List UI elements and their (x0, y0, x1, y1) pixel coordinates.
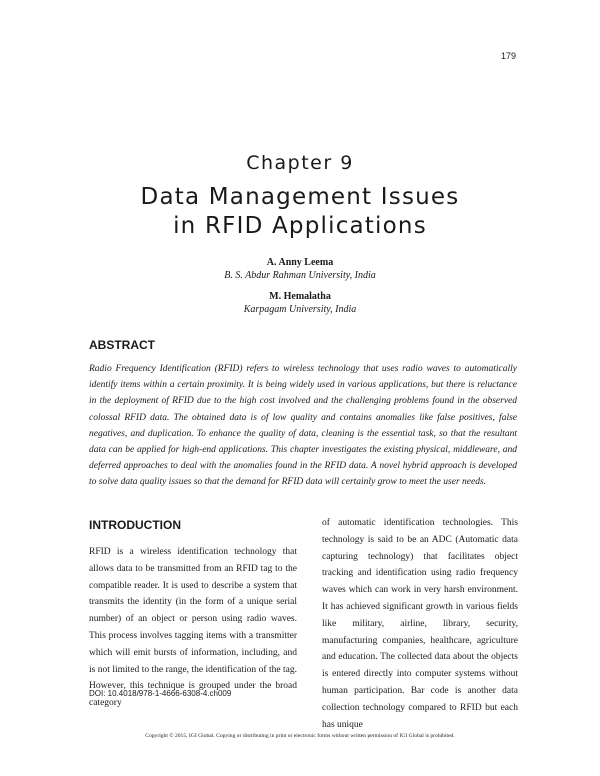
chapter-title-line-1: Data Management Issues (140, 184, 460, 210)
chapter-label: Chapter 9 (246, 152, 354, 174)
introduction-column-left: RFID is a wireless identification technology that allows data to be transmitted from an RFID tag to the compatible reader. It is used to describe a system that transmits the identity (in the form of a unique serial number) of an object or person using radio waves. This process involves tagging items with a transmitter which will emit bursts of information, including, and is not limited to the range, the identification of the tag. However, this technique is grouped under the broad category (89, 547, 297, 709)
author-affiliation: Karpagam University, India (243, 304, 357, 315)
chapter-title (0, 183, 600, 241)
page-number: 179 (500, 51, 516, 61)
doi: DOI: 10.4018/978-1-4666-6308-4.ch009 (89, 689, 232, 698)
chapter-title-line-2: in RFID Applications (173, 213, 427, 239)
author-name: A. Anny Leema (266, 257, 334, 268)
author-block (0, 256, 600, 282)
author-affiliation: B. S. Abdur Rahman University, India (224, 270, 376, 281)
abstract-heading: ABSTRACT (89, 338, 155, 352)
introduction-column-right: of automatic identification technologies. This technology is said to be an ADC (Automatic data capturing technology) that facilitates object tracking and identification using radio frequency waves which can work in very harsh environment. It has achieved significant growth in various fields like military, airline, library, security, manufacturing companies, healthcare, agriculture and education. The collected data about the objects is entered directly into computer systems without human participation. Bar code is another data collection technology compared to RFID but each has unique (322, 518, 518, 730)
introduction-heading: INTRODUCTION (89, 518, 181, 532)
copyright-notice: Copyright © 2015, IGI Global. Copying or distributing in print or electronic forms without written permission of IGI Global is prohibited. (145, 733, 455, 739)
author-block (0, 290, 600, 316)
abstract-text: Radio Frequency Identification (RFID) refers to wireless technology that uses radio waves to automatically identify items within a certain proximity. It is being widely used in various applications, but there is reluctance in the deployment of RFID due to the high cost involved and the challenging problems found in the observed colossal RFID data. The obtained data is of low quality and contains anomalies like false positives, false negatives, and duplication. To enhance the quality of data, cleaning is the essential task, so that the resultant data can be applied for high-end applications. This chapter investigates the existing physical, middleware, and deferred approaches to deal with the anomalies found in the RFID data. A novel hybrid approach is developed to solve data quality issues so that the demand for RFID data will certainly grow to meet the user needs. (89, 364, 517, 488)
author-name: M. Hemalatha (269, 291, 331, 302)
